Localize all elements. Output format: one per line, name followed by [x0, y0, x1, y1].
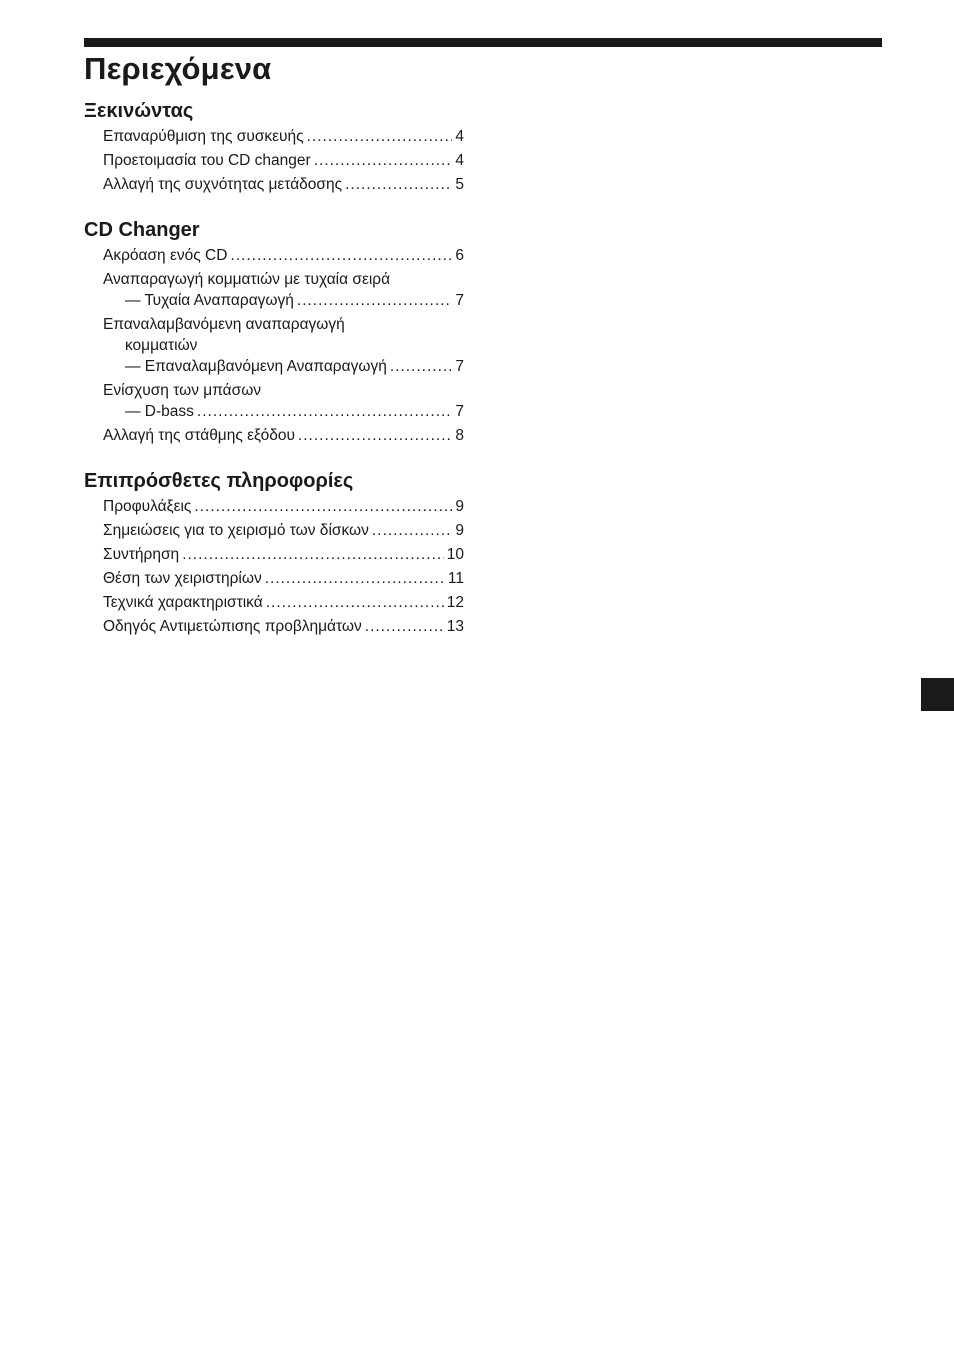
toc-entry-title: Αλλαγή της συχνότητας μετάδοσης: [103, 175, 343, 193]
toc-entry-title: Προφυλάξεις: [103, 497, 192, 515]
toc-entry-page: 6: [455, 246, 464, 264]
dot-leader: [266, 592, 444, 613]
table-of-contents: [84, 98, 464, 638]
toc-entry-title: Επαναλαμβανόμενη αναπαραγωγή: [103, 315, 345, 333]
toc-entry-title: Επαναρύθμιση της συσκευής: [103, 127, 304, 145]
section-thumb-tab: [921, 678, 954, 711]
toc-entry-page: 7: [455, 291, 464, 309]
dot-leader: [365, 616, 444, 637]
toc-entry-list: [84, 494, 464, 638]
dot-leader: [372, 520, 453, 541]
toc-entry-list: [84, 124, 464, 196]
toc-entry[interactable]: [84, 378, 464, 423]
toc-entry-title: Ενίσχυση των μπάσων: [103, 381, 262, 399]
toc-entry-subtitle: — Επαναλαμβανόμενη Αναπαραγωγή: [125, 357, 387, 375]
toc-entry-title: Αλλαγή της στάθμης εξόδου: [103, 426, 295, 444]
toc-entry-title: Θέση των χειριστηρίων: [103, 569, 262, 587]
toc-entry-title: Τεχνικά χαρακτηριστικά: [103, 593, 263, 611]
toc-entry-title-continued: κομματιών: [125, 336, 198, 354]
toc-entry[interactable]: [84, 312, 464, 378]
toc-entry-subtitle: — Τυχαία Αναπαραγωγή: [125, 291, 294, 309]
toc-entry-page: 4: [455, 151, 464, 169]
toc-entry-subtitle: — D-bass: [125, 402, 194, 420]
top-rule: [84, 38, 882, 47]
toc-entry[interactable]: [84, 566, 464, 590]
dot-leader: [182, 544, 444, 565]
toc-entry[interactable]: [84, 518, 464, 542]
toc-entry-page: 9: [455, 497, 464, 515]
dot-leader: [197, 401, 452, 422]
section-heading: Ξεκινώντας: [84, 100, 194, 122]
toc-entry[interactable]: [84, 243, 464, 267]
toc-entry-title: Σημειώσεις για το χειρισμό των δίσκων: [103, 521, 369, 539]
toc-entry[interactable]: [84, 542, 464, 566]
toc-entry[interactable]: [84, 124, 464, 148]
toc-section-getting-started: [84, 98, 464, 196]
dot-leader: [194, 496, 452, 517]
dot-leader: [345, 174, 452, 195]
toc-entry[interactable]: [84, 267, 464, 312]
page-title: Περιεχόμενα: [84, 51, 272, 86]
toc-entry-page: 11: [447, 569, 464, 587]
toc-section-cd-changer: [84, 217, 464, 447]
toc-entry[interactable]: [84, 148, 464, 172]
toc-entry-title: Προετοιμασία του CD changer: [103, 151, 311, 169]
toc-entry[interactable]: [84, 172, 464, 196]
toc-entry-page: 10: [446, 545, 464, 563]
toc-entry-title: Ακρόαση ενός CD: [103, 246, 228, 264]
section-heading: Επιπρόσθετες πληροφορίες: [84, 470, 354, 492]
toc-section-additional-info: [84, 468, 464, 638]
toc-entry-page: 4: [455, 127, 464, 145]
toc-entry-title: Συντήρηση: [103, 545, 180, 563]
dot-leader: [297, 290, 452, 311]
toc-entry[interactable]: [84, 614, 464, 638]
toc-entry[interactable]: [84, 494, 464, 518]
toc-entry-page: 7: [455, 357, 464, 375]
toc-entry[interactable]: [84, 590, 464, 614]
toc-entry-page: 7: [455, 402, 464, 420]
dot-leader: [265, 568, 445, 589]
dot-leader: [390, 356, 453, 377]
toc-entry-list: [84, 243, 464, 447]
toc-entry-page: 5: [455, 175, 464, 193]
dot-leader: [230, 245, 452, 266]
toc-entry-page: 8: [455, 426, 464, 444]
toc-entry-title: Αναπαραγωγή κομματιών με τυχαία σειρά: [103, 270, 391, 288]
dot-leader: [314, 150, 453, 171]
dot-leader: [307, 126, 453, 147]
toc-entry-page: 9: [455, 521, 464, 539]
toc-entry-page: 12: [446, 593, 464, 611]
dot-leader: [298, 425, 452, 446]
toc-entry-page: 13: [446, 617, 464, 635]
toc-entry[interactable]: [84, 423, 464, 447]
toc-entry-title: Οδηγός Αντιμετώπισης προβλημάτων: [103, 617, 362, 635]
section-heading: CD Changer: [84, 219, 200, 241]
